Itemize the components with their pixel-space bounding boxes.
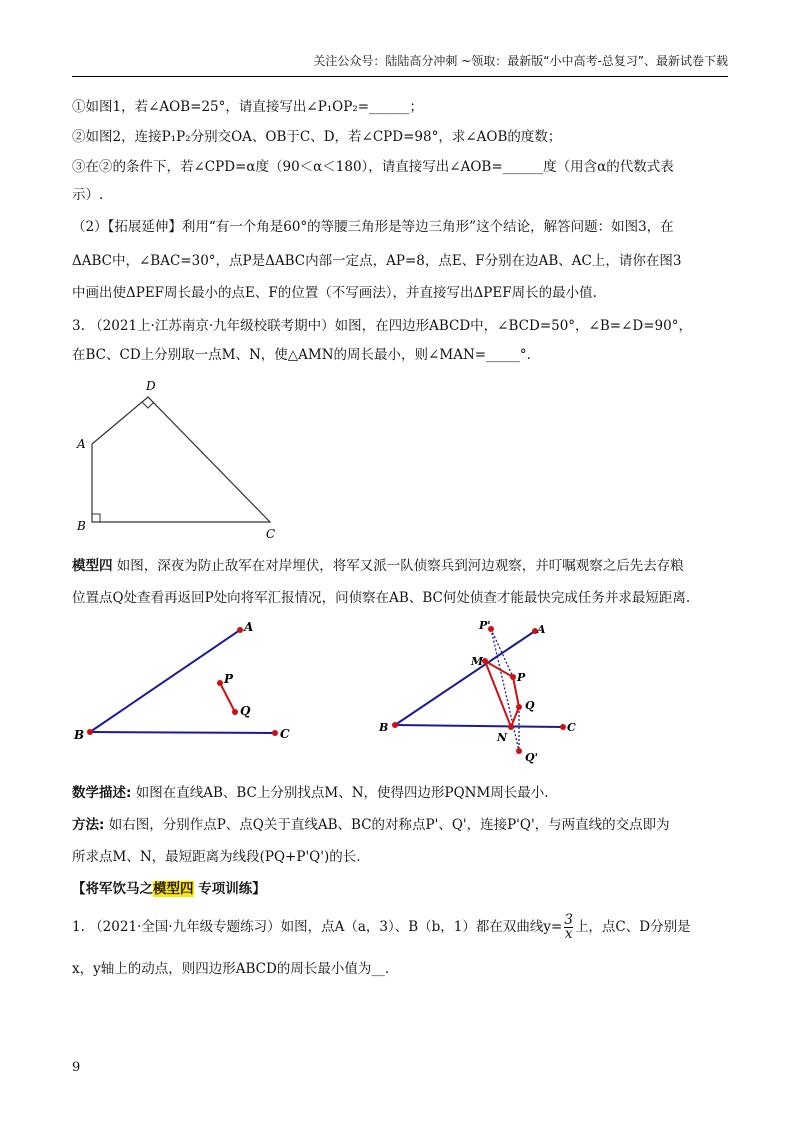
description-label: 数学描述: [72, 785, 132, 801]
fraction-denominator: x [564, 926, 573, 942]
page-header: 关注公众号：陆陆高分冲刺 ~领取：最新版“小中高考-总复习”、最新试卷下载 [72, 52, 728, 77]
method-text: 如右图，分别作点P、点Q关于直线AB、BC的对称点P'、Q'，连接P'Q'，与两直线的交点即为 [104, 817, 670, 833]
training-heading-highlight: 模型四 [153, 881, 194, 897]
training-heading [72, 880, 732, 898]
right-label-Pp: P' [479, 619, 491, 632]
model4-paragraph [72, 557, 732, 575]
method-paragraph-2: 所求点M、N，最短距离为线段(PQ+P'Q')的长. [72, 849, 361, 865]
text-line-6: ΔABC中，∠BAC=30°，点P是ΔABC内部一定点，AP=8，点E、F分别在边AB、AC上，请你在图3 [72, 253, 682, 269]
model4-right-figure [375, 615, 595, 765]
fraction [564, 914, 573, 941]
method-label: 方法: [72, 817, 105, 833]
quadrilateral-figure [70, 372, 290, 547]
training-heading-post: 专项训练】 [193, 881, 266, 897]
model4-text: 如图，深夜为防止敌军在对岸埋伏，将军又派一队侦察兵到河边观察，并叮嘱观察之后先去存粮 [112, 558, 684, 574]
right-label-B: B [379, 721, 389, 734]
left-label-C: C [280, 727, 290, 741]
right-label-N: N [497, 731, 508, 744]
quad-label-D: D [146, 379, 156, 393]
left-label-A: A [244, 620, 254, 634]
model4-left-figure [70, 615, 310, 750]
text-line-3: ③在②的条件下，若∠CPD=α度（90＜α＜180），请直接写出∠AOB=______度（用含α的代数式表 [72, 159, 674, 175]
training-heading-pre: 【将军饮马之 [72, 881, 153, 897]
description-text: 如图在直线AB、BC上分别找点M、N，使得四边形PQNM周长最小. [131, 785, 549, 801]
left-label-B: B [74, 728, 85, 742]
right-label-Q: Q [525, 699, 535, 712]
right-label-M: M [471, 655, 484, 668]
quad-label-B: B [77, 519, 86, 533]
text-line-1: ①如图1，若∠AOB=25°，请直接写出∠P₁OP₂=______； [72, 99, 424, 115]
question-1-text-a: 1. （2021·全国·九年级专题练习）如图，点A（a，3）、B（b，1）都在双曲线y= [72, 919, 563, 935]
left-label-Q: Q [240, 704, 251, 718]
page-number: 9 [72, 1060, 81, 1075]
quad-label-A: A [77, 437, 86, 451]
left-label-P: P [224, 672, 234, 686]
right-label-A: A [537, 623, 546, 636]
model4-label: 模型四 [72, 558, 113, 574]
model4-paragraph-2: 位置点Q处查看再返回P处向将军汇报情况，问侦察在AB、BC何处侦查才能最快完成任务并求最短距离. [72, 590, 691, 606]
text-line-8: 3. （2021上·江苏南京·九年级校联考期中）如图，在四边形ABCD中，∠BCD=50°，∠B=∠D=90°， [72, 318, 692, 334]
text-line-2: ②如图2，连接P₁P₂分别交OA、OB于C、D，若∠CPD=98°，求∠AOB的度数； [72, 129, 562, 145]
right-label-C: C [567, 721, 576, 734]
right-label-Qp: Q' [525, 751, 538, 764]
quad-label-C: C [266, 527, 276, 541]
text-line-9: 在BC、CD上分别取一点M、N，使△AMN的周长最小，则∠MAN=_____°. [72, 347, 531, 363]
fraction-numerator: 3 [564, 912, 573, 928]
text-line-7: 中画出使ΔPEF周长最小的点E、F的位置（不写画法），并直接写出ΔPEF周长的最小值. [72, 285, 597, 301]
description-paragraph [72, 784, 732, 802]
text-line-5: （2）【拓展延伸】利用“有一个角是60°的等腰三角形是等边三角形”这个结论，解答问题：如图3，在 [72, 219, 674, 235]
method-paragraph [72, 816, 732, 834]
question-1-text-b: 上，点C、D分别是 [574, 919, 691, 935]
question-1-line-1 [72, 914, 732, 941]
right-label-P: P [517, 671, 526, 684]
question-1-line-2: x，y轴上的动点，则四边形ABCD的周长最小值为__. [72, 961, 390, 977]
text-line-4: 示）. [72, 187, 104, 203]
